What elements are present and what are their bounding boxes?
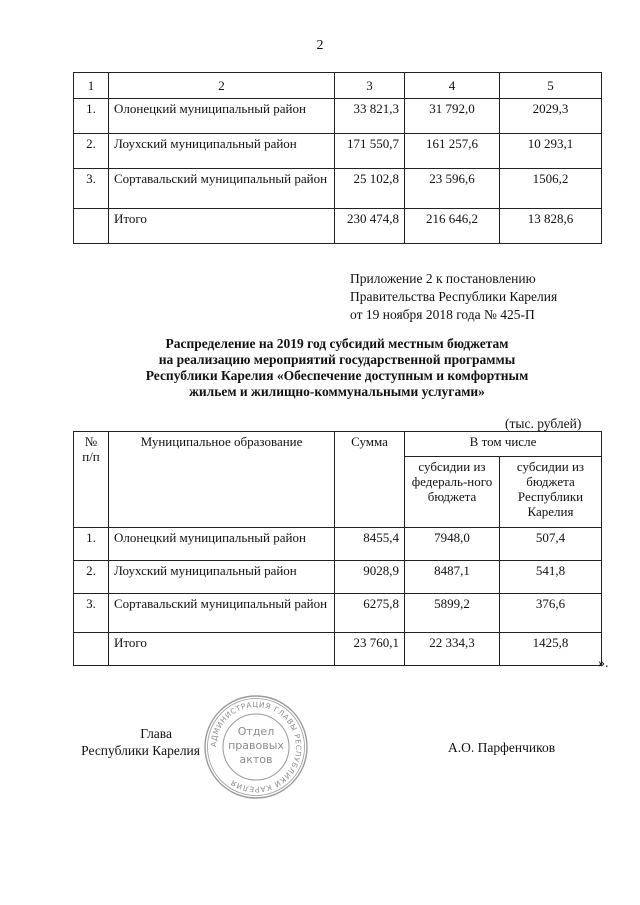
header-republic: субсидии из бюджета Республики Карелия xyxy=(500,457,602,528)
row-name: Олонецкий муниципальный район xyxy=(109,528,335,561)
header-num: № п/п xyxy=(74,432,109,528)
row-value: 23 596,6 xyxy=(405,169,500,209)
official-stamp xyxy=(202,693,310,801)
closing-quote: ». xyxy=(598,656,609,671)
row-value: 22 334,3 xyxy=(405,633,500,666)
distribution-table xyxy=(73,431,602,666)
table-total-row xyxy=(74,209,602,244)
title-line: Республики Карелия «Обеспечение доступным и комфортным xyxy=(145,368,529,383)
table-row xyxy=(74,99,602,134)
row-name: Итого xyxy=(109,633,335,666)
stamp-text: актов xyxy=(239,753,273,766)
row-value: 10 293,1 xyxy=(500,134,602,169)
row-value: 507,4 xyxy=(500,528,602,561)
row-value: 1506,2 xyxy=(500,169,602,209)
row-value: 23 760,1 xyxy=(335,633,405,666)
units-label: (тыс. рублей) xyxy=(505,416,582,431)
page-number: 2 xyxy=(316,38,324,53)
row-number: 1. xyxy=(74,99,109,134)
position-line: Республики Карелия xyxy=(81,743,200,758)
row-number: 3. xyxy=(74,169,109,209)
document-title xyxy=(73,336,601,400)
signatory-name: А.О. Парфенчиков xyxy=(448,740,556,755)
row-value: 541,8 xyxy=(500,561,602,594)
table-total-row xyxy=(74,633,602,666)
row-value: 376,6 xyxy=(500,594,602,633)
row-value: 25 102,8 xyxy=(335,169,405,209)
row-value: 2029,3 xyxy=(500,99,602,134)
row-value: 9028,9 xyxy=(335,561,405,594)
header-sum: Сумма xyxy=(335,432,405,528)
table-row xyxy=(74,594,602,633)
row-value: 7948,0 xyxy=(405,528,500,561)
row-value: 8487,1 xyxy=(405,561,500,594)
row-number xyxy=(74,633,109,666)
row-value: 5899,2 xyxy=(405,594,500,633)
header-including: В том числе xyxy=(405,432,602,457)
title-line: Распределение на 2019 год субсидий местным бюджетам xyxy=(165,336,509,351)
header-cell: 1 xyxy=(74,73,109,99)
row-number xyxy=(74,209,109,244)
row-number: 3. xyxy=(74,594,109,633)
table-row xyxy=(74,169,602,209)
row-name: Олонецкий муниципальный район xyxy=(109,99,335,134)
row-name: Лоухский муниципальный район xyxy=(109,561,335,594)
row-number: 1. xyxy=(74,528,109,561)
row-number: 2. xyxy=(74,561,109,594)
title-line: жильем и жилищно-коммунальными услугами» xyxy=(189,384,485,399)
header-cell: 4 xyxy=(405,73,500,99)
header-cell: 3 xyxy=(335,73,405,99)
appendix-line: Правительства Республики Карелия xyxy=(350,289,558,304)
table-row xyxy=(74,528,602,561)
row-value: 216 646,2 xyxy=(405,209,500,244)
row-value: 1425,8 xyxy=(500,633,602,666)
stamp-text: правовых xyxy=(228,739,284,752)
appendix-line: от 19 ноября 2018 года № 425-П xyxy=(350,307,535,322)
table-continuation xyxy=(73,72,602,244)
table-header-row xyxy=(74,73,602,99)
position-line: Глава xyxy=(140,726,172,741)
header-federal: субсидии из федераль-ного бюджета xyxy=(405,457,500,528)
appendix-line: Приложение 2 к постановлению xyxy=(350,271,536,286)
stamp-seal-icon xyxy=(202,693,310,801)
row-number: 2. xyxy=(74,134,109,169)
header-name: Муниципальное образование xyxy=(109,432,335,528)
table-header-row xyxy=(74,432,602,457)
signatory-position xyxy=(80,725,200,759)
row-name: Сортавальский муниципальный район xyxy=(109,594,335,633)
stamp-ring-text: АДМИНИСТРАЦИЯ ГЛАВЫ РЕСПУБЛИКИ КАРЕЛИЯ xyxy=(208,699,304,795)
table-row xyxy=(74,134,602,169)
row-name: Сортавальский муниципальный район xyxy=(109,169,335,209)
stamp-text: Отдел xyxy=(237,725,275,738)
row-value: 161 257,6 xyxy=(405,134,500,169)
row-value: 33 821,3 xyxy=(335,99,405,134)
row-value: 171 550,7 xyxy=(335,134,405,169)
row-value: 8455,4 xyxy=(335,528,405,561)
row-value: 13 828,6 xyxy=(500,209,602,244)
header-cell: 5 xyxy=(500,73,602,99)
row-value: 230 474,8 xyxy=(335,209,405,244)
row-value: 6275,8 xyxy=(335,594,405,633)
title-line: на реализацию мероприятий государственной программы xyxy=(158,352,516,367)
row-name: Лоухский муниципальный район xyxy=(109,134,335,169)
table-row xyxy=(74,561,602,594)
header-cell: 2 xyxy=(109,73,335,99)
row-name: Итого xyxy=(109,209,335,244)
appendix-note xyxy=(350,270,620,324)
row-value: 31 792,0 xyxy=(405,99,500,134)
